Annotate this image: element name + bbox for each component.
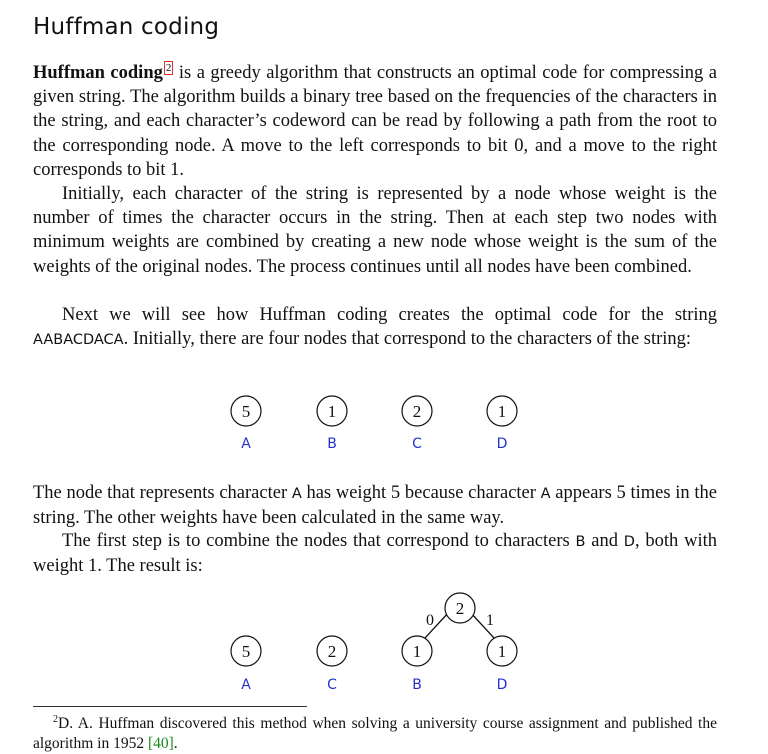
node-d-weight: 1 <box>497 642 507 661</box>
node-a-char: A <box>241 436 251 452</box>
footnote-divider <box>33 706 307 707</box>
node-c-char: C <box>412 436 422 452</box>
node-a <box>231 636 261 693</box>
node-d <box>487 636 517 693</box>
node-c <box>402 396 432 452</box>
citation-link[interactable]: [40] <box>147 735 174 752</box>
node-c-weight: 2 <box>327 642 337 661</box>
paragraph-example-text-end: . Initially, there are four nodes that correspond to the characters of the string: <box>123 329 692 350</box>
node-root-bd <box>445 593 475 623</box>
node-c <box>317 636 347 693</box>
paragraph-weights-text-3: appears 5 times in the string. The other weights have been calculated in the same way. <box>33 483 717 529</box>
node-b <box>402 636 432 693</box>
diagram-initial-nodes <box>0 390 768 460</box>
paragraph-initial: Initially, each character of the string is represented by a node whose weight is the number of times the character occurs in the string. Then at each step two nodes with minimum weights are combined by creating a new node whose weight is the sum of the weights of the original nodes. The process continues until all nodes have been combined. <box>33 184 717 277</box>
footnote-mark: 2 <box>53 714 58 725</box>
paragraph-example <box>33 303 717 352</box>
paragraph-weights-text-2: has weight 5 because character <box>301 483 541 503</box>
node-d <box>487 396 517 452</box>
paragraph-weights-text-1: The node that represents character <box>33 483 292 503</box>
paragraph-first-step-text-1: The first step is to combine the nodes that correspond to characters <box>62 531 576 551</box>
node-a-weight: 5 <box>241 402 251 421</box>
node-b-weight: 1 <box>327 402 337 421</box>
paragraph-first-step-text-2: and <box>585 531 624 551</box>
node-b-char: B <box>412 677 422 693</box>
char-d-ref: D <box>623 534 635 550</box>
paragraph-intro <box>33 61 717 182</box>
char-a-ref-1: A <box>291 486 302 502</box>
char-a-ref-2: A <box>540 486 551 502</box>
edge-right-label: 1 <box>486 612 494 629</box>
term-bold: Huffman coding <box>33 63 163 83</box>
node-a-weight: 5 <box>241 642 251 661</box>
paragraph-first-step-text-3: , both with weight 1. The result is: <box>33 531 717 577</box>
node-c-weight: 2 <box>412 402 422 421</box>
footnote-link[interactable]: 2 <box>165 62 172 74</box>
node-b <box>317 396 347 452</box>
paragraph-weights <box>33 481 717 530</box>
node-root-weight: 2 <box>455 599 465 618</box>
diagram-after-first-merge <box>0 592 768 698</box>
node-d-char: D <box>496 677 508 693</box>
node-a-char: A <box>241 677 251 693</box>
char-b-ref: B <box>575 534 586 550</box>
edge-left-label: 0 <box>426 612 434 629</box>
paragraph-intro-text: is a greedy algorithm that constructs an optimal code for compressing a given string. The algorithm builds a binary tree based on the frequencies of the characters in the string, and each character’s codeword can be read by following a path from the root to the corresponding node. A move to the left corresponds to bit 0, and a move to the right corresponds to bit 1. <box>33 63 717 180</box>
node-d-weight: 1 <box>497 402 507 421</box>
paragraph-example-text: Next we will see how Huffman coding creates the optimal code for the string <box>62 305 717 325</box>
footnote <box>33 710 717 754</box>
node-d-char: D <box>496 436 508 452</box>
paragraph-first-step <box>33 529 717 578</box>
node-c-char: C <box>327 677 337 693</box>
example-string: AABACDACA <box>33 332 124 349</box>
footnote-text: D. A. Huffman discovered this method when solving a university course assignment and published the algorithm in 1952 <box>33 715 717 752</box>
node-b-char: B <box>327 436 337 452</box>
footnote-end: . <box>173 735 178 752</box>
node-a <box>231 396 261 452</box>
node-b-weight: 1 <box>412 642 422 661</box>
section-heading: Huffman coding <box>33 14 220 40</box>
